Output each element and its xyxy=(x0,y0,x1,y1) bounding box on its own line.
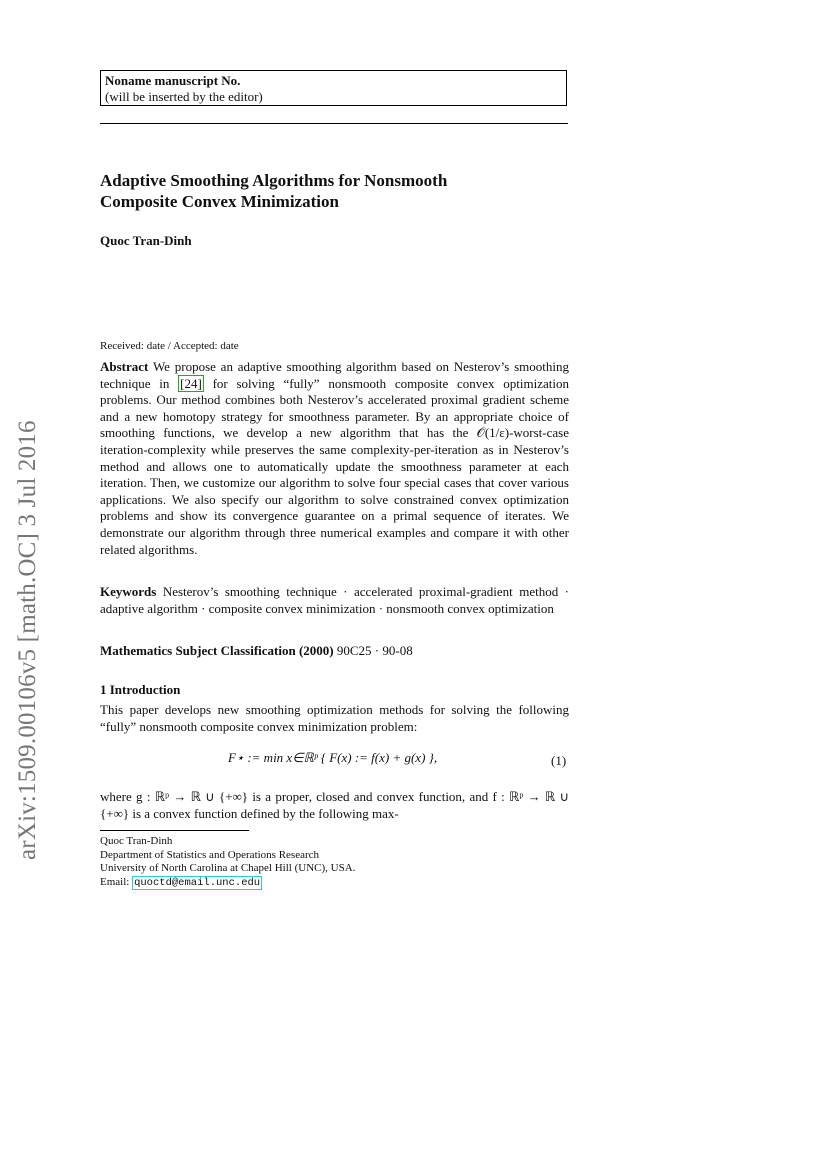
footnote-name: Quoc Tran-Dinh xyxy=(100,835,173,847)
equation-number: (1) xyxy=(551,753,567,768)
intro-continued: where g : ℝᵖ → ℝ ∪ {+∞} is a proper, closed and convex function, and f : ℝᵖ → ℝ ∪ {+∞} is a convex function defined by the following max- xyxy=(100,789,569,821)
msc-label: Mathematics Subject Classification (2000) xyxy=(100,643,334,658)
intro-paragraph: This paper develops new smoothing optimization methods for solving the following “fully” nonsmooth composite convex minimization problem: xyxy=(100,702,569,734)
footnote-univ: University of North Carolina at Chapel Hill (UNC), USA. xyxy=(100,862,356,874)
received-line: Received: date / Accepted: date xyxy=(100,340,239,352)
paper-title: Adaptive Smoothing Algorithms for Nonsmooth Composite Convex Minimization xyxy=(100,171,448,211)
manuscript-number: Noname manuscript No. xyxy=(105,73,241,88)
keywords: Keywords Nesterov’s smoothing technique · accelerated proximal-gradient method · adaptive algorithm · composite convex minimization · nonsmooth convex optimization xyxy=(100,584,570,616)
section-heading: 1 Introduction xyxy=(100,682,181,697)
footnote-email-line: Email: quoctd@email.unc.edu xyxy=(100,875,261,889)
msc-classification: Mathematics Subject Classification (2000) 90C25 · 90-08 xyxy=(100,643,413,658)
header-rule xyxy=(100,123,568,124)
keywords-label: Keywords xyxy=(100,584,157,599)
manuscript-box xyxy=(100,70,567,106)
abstract: Abstract We propose an adaptive smoothing algorithm based on Nesterov’s smoothing technique in [24] for solving “fully” nonsmooth composite convex optimization problems. Our method combines both Nesterov’s accelerated proximal gradient scheme and a new homotopy strategy for smoothness parameter. By an appropriate choice of smoothing functions, we develop a new algorithm that has the 𝒪(1/ε)-worst-case iteration-complexity while preserves the same complexity-per-iteration as in Nesterov’s method and allows one to automatically update the smoothness parameter at each iteration. Then, we customize our algorithm to solve four special cases that cover various applications. We also specify our algorithm to solve constrained convex optimization problems and show its convergence guarantee on a primal sequence of iterates. We demonstrate our algorithm through three numerical examples and compare it with other related algorithms. xyxy=(100,359,570,557)
author-name: Quoc Tran-Dinh xyxy=(100,233,192,248)
equation: F⋆ := min x∈ℝᵖ { F(x) := f(x) + g(x) }, xyxy=(228,750,438,765)
email-link[interactable]: quoctd@email.unc.edu xyxy=(134,876,261,889)
citation-link[interactable]: [24] xyxy=(180,375,202,391)
footnote-dept: Department of Statistics and Operations Research xyxy=(100,848,320,861)
abstract-label: Abstract xyxy=(100,359,149,374)
author-footnote xyxy=(100,835,355,890)
manuscript-note: (will be inserted by the editor) xyxy=(105,89,263,104)
arxiv-watermark: arXiv:1509.00106v5 [math.OC] 3 Jul 2016 xyxy=(14,420,41,860)
footnote-rule xyxy=(100,830,249,831)
